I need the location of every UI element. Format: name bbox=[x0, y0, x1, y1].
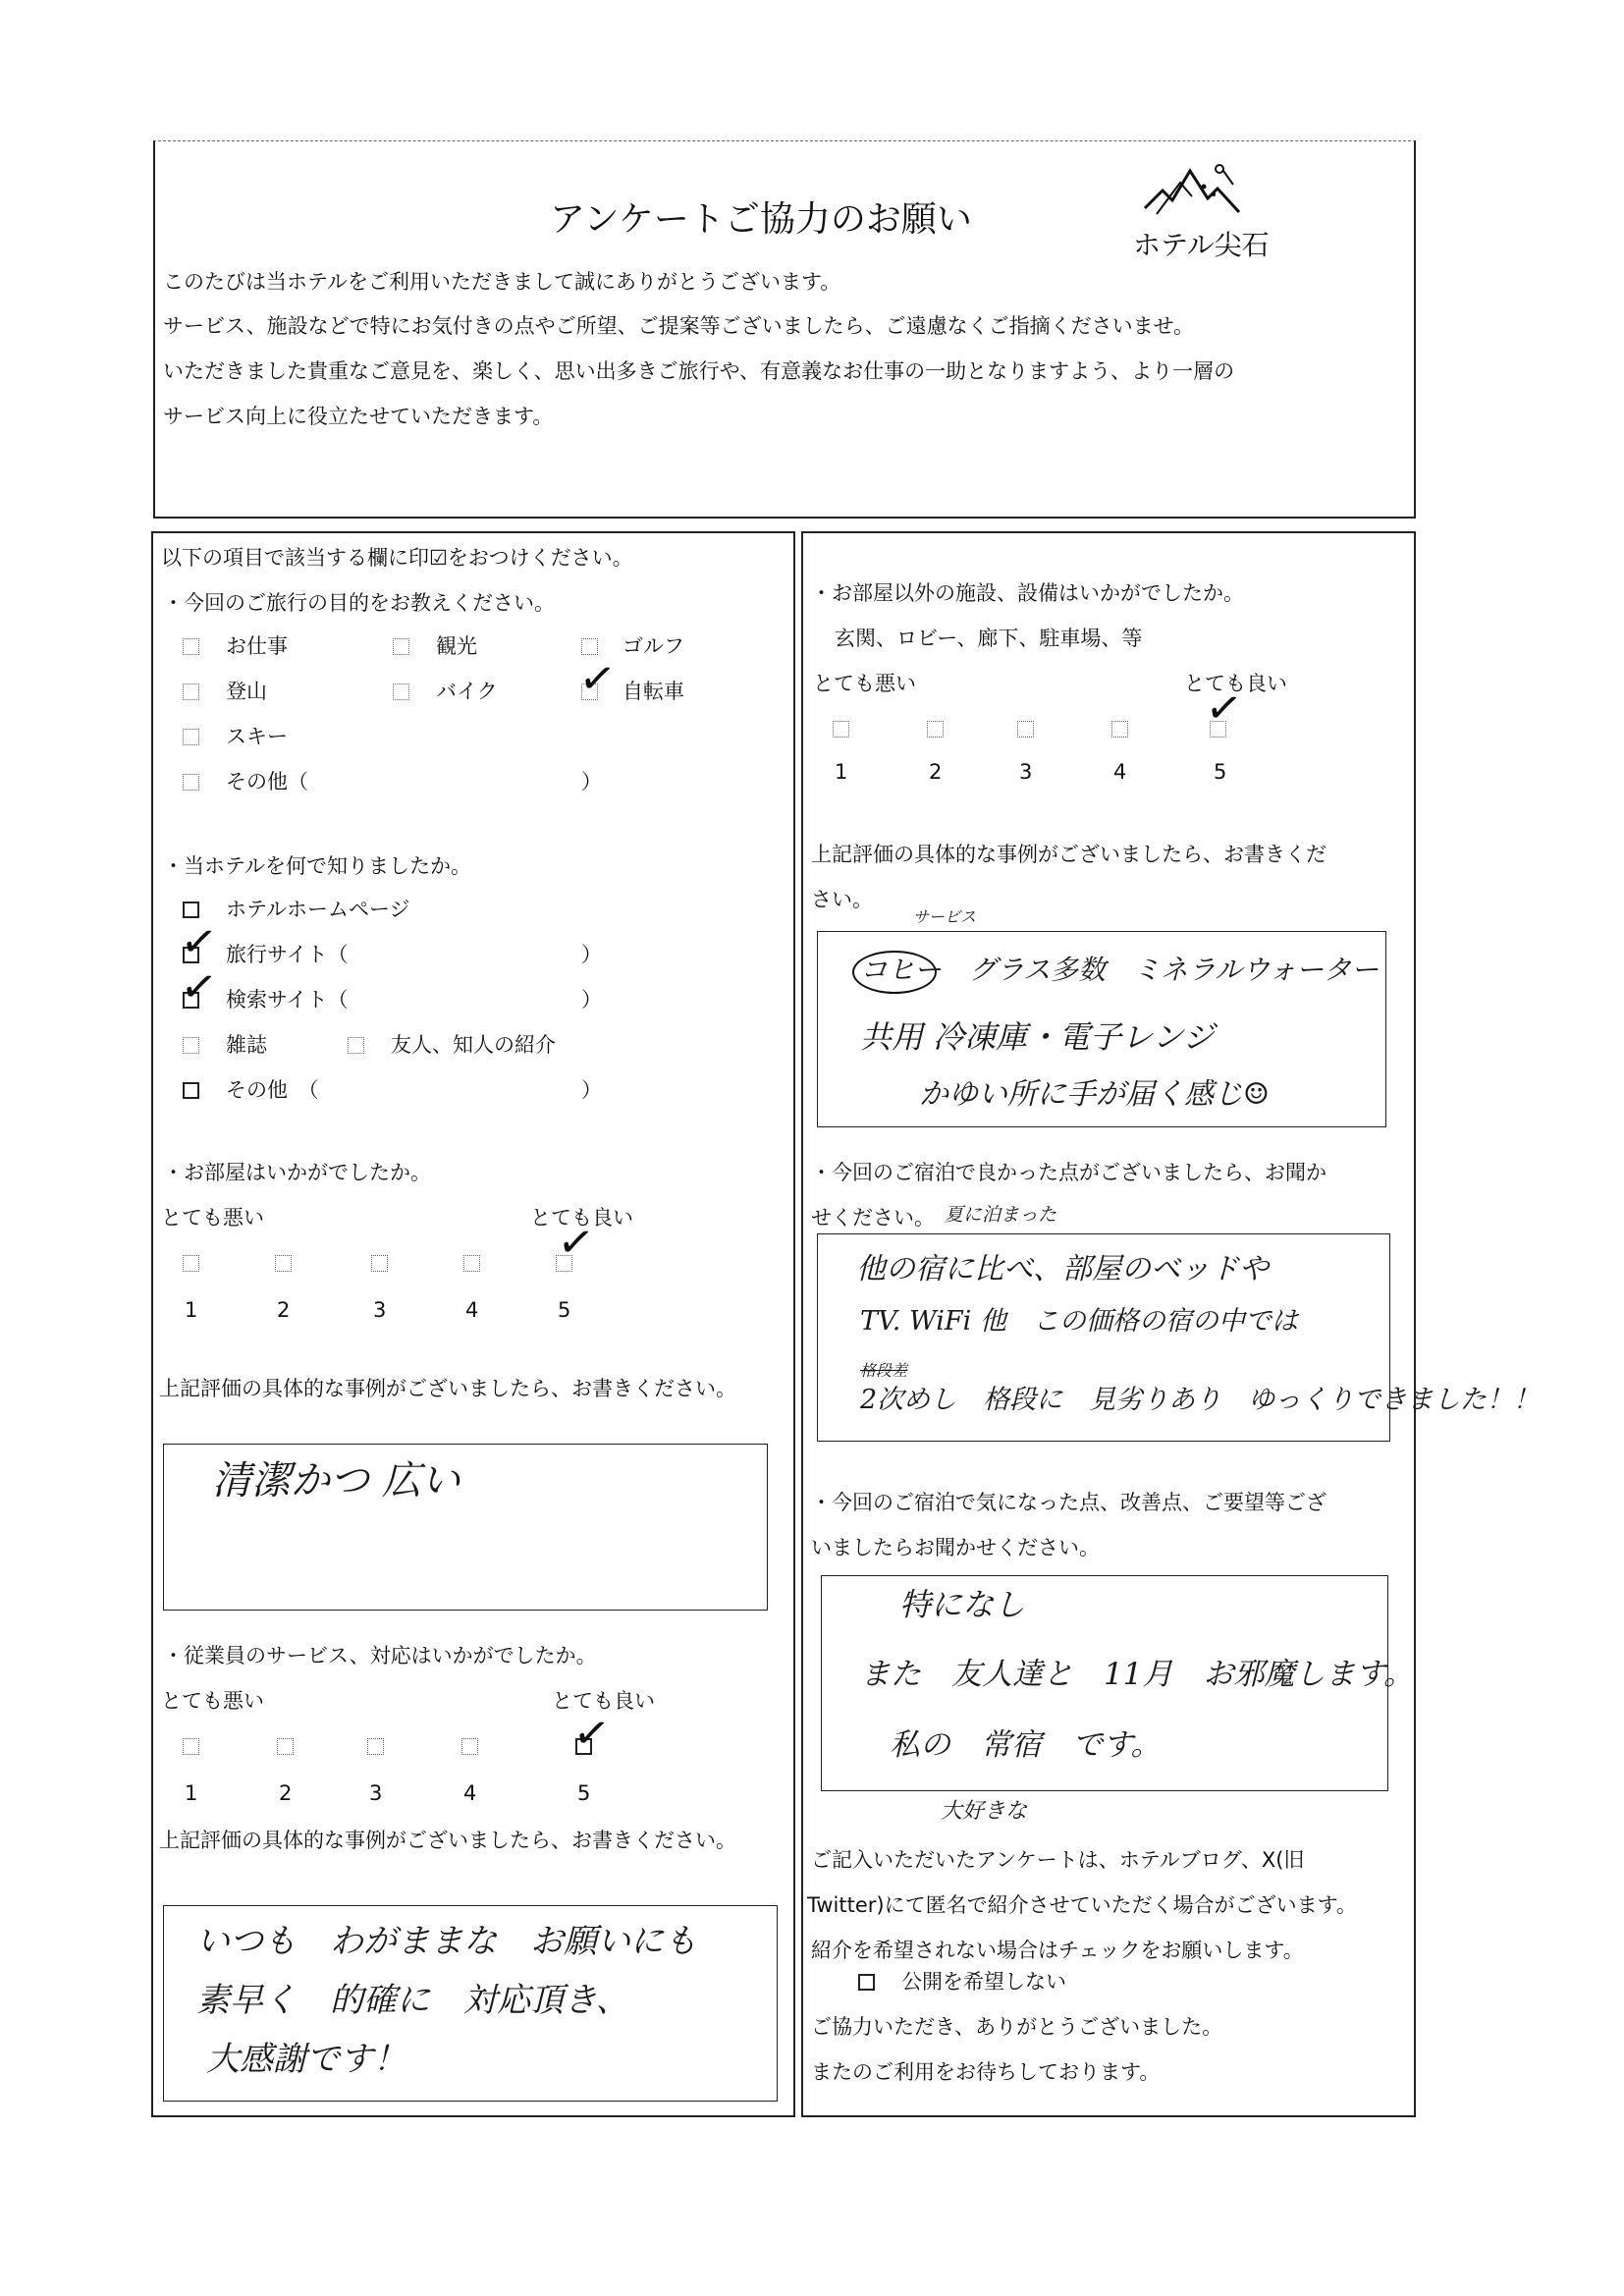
rating-facility-4[interactable] bbox=[1111, 721, 1128, 738]
footer-line-1: ご記入いただいたアンケートは、ホテルブログ、X(旧 bbox=[811, 1848, 1305, 1872]
q5-detail-prompt-2: さい。 bbox=[811, 888, 873, 911]
q6-answer-line-2: TV. WiFi 他 この価格の宿の中では bbox=[860, 1306, 1298, 1337]
mountain-logo-icon bbox=[1141, 157, 1249, 218]
opt-other-source: その他 （ bbox=[226, 1078, 319, 1102]
checkbox-friend[interactable] bbox=[348, 1037, 364, 1054]
q5-answer-line-2: 共用 冷凍庫・電子レンジ bbox=[860, 1018, 1215, 1056]
paren-close: ） bbox=[581, 770, 602, 793]
q5-label: ・お部屋以外の施設、設備はいかがでしたか。 bbox=[811, 581, 1244, 605]
scale-num-4: 4 bbox=[1113, 760, 1127, 784]
page-title: アンケートご協力のお願い bbox=[550, 199, 972, 240]
scale-bad-label: とても悪い bbox=[161, 1206, 264, 1230]
q4-label: ・従業員のサービス、対応はいかがでしたか。 bbox=[163, 1644, 597, 1667]
q5-answer-note: サービス bbox=[913, 907, 977, 926]
scale-num-1: 1 bbox=[185, 1298, 198, 1322]
check-mark-icon: ✓ bbox=[177, 959, 221, 1015]
paren-close: ） bbox=[581, 988, 602, 1011]
scale-num-2: 2 bbox=[277, 1298, 291, 1322]
rating-staff-1[interactable] bbox=[183, 1738, 199, 1755]
footer-thanks: ご協力いただき、ありがとうございました。 bbox=[811, 2015, 1223, 2039]
opt-ski: スキー bbox=[226, 725, 288, 748]
q4-answer-line-1: いつも わがままな お願いにも bbox=[196, 1922, 697, 1961]
scale-num-2: 2 bbox=[929, 760, 943, 784]
rating-staff-2[interactable] bbox=[277, 1738, 294, 1755]
opt-other-purpose: その他（ bbox=[226, 770, 308, 793]
intro-line-3: いただきました貴重なご意見を、楽しく、思い出多きご旅行や、有意義なお仕事の一助となりますよう、より一層の bbox=[163, 359, 1235, 383]
q7-answer-line-3: 私の 常宿 です。 bbox=[890, 1727, 1162, 1763]
opt-search-site: 検索サイト（ bbox=[226, 988, 349, 1011]
q6-answer-line-3: 2次めし 格段に 見劣りあり ゆっくりできました！！ bbox=[860, 1385, 1540, 1415]
check-mark-icon: ✓ bbox=[554, 1215, 598, 1271]
scale-good-label: とても良い bbox=[1184, 672, 1287, 695]
opt-bike: バイク bbox=[436, 680, 498, 703]
opt-business: お仕事 bbox=[226, 634, 288, 658]
checkbox-magazine[interactable] bbox=[183, 1037, 199, 1054]
scale-num-3: 3 bbox=[369, 1781, 383, 1805]
scale-num-2: 2 bbox=[279, 1781, 293, 1805]
rating-facility-2[interactable] bbox=[927, 721, 944, 738]
check-mark-icon: ✓ bbox=[177, 914, 221, 970]
scale-num-4: 4 bbox=[465, 1298, 479, 1322]
opt-bicycle: 自転車 bbox=[623, 680, 684, 703]
scale-bad-label: とても悪い bbox=[813, 672, 916, 695]
opt-magazine: 雑誌 bbox=[226, 1033, 267, 1057]
q7-label-1: ・今回のご宿泊で気になった点、改善点、ご要望等ござ bbox=[811, 1491, 1326, 1514]
rating-room-4[interactable] bbox=[463, 1255, 480, 1272]
check-mark-icon: ✓ bbox=[1202, 681, 1246, 737]
scale-bad-label: とても悪い bbox=[161, 1689, 264, 1713]
scale-num-5: 5 bbox=[1214, 760, 1227, 784]
opt-golf: ゴルフ bbox=[623, 634, 684, 658]
logo-text: ホテル尖石 bbox=[1133, 229, 1270, 261]
opt-climbing: 登山 bbox=[226, 680, 267, 703]
rating-facility-3[interactable] bbox=[1017, 721, 1034, 738]
q4-answer-line-3: 大感謝です！ bbox=[206, 2040, 406, 2079]
q6-label-2: せください。 bbox=[811, 1206, 935, 1230]
checkbox-climbing[interactable] bbox=[183, 683, 199, 700]
q6-label-1: ・今回のご宿泊で良かった点がございましたら、お聞か bbox=[811, 1161, 1326, 1184]
paren-close: ） bbox=[581, 943, 602, 966]
opt-no-publish: 公開を希望しない bbox=[901, 1970, 1066, 1994]
opt-travel-site: 旅行サイト（ bbox=[226, 943, 349, 966]
rating-room-3[interactable] bbox=[371, 1255, 388, 1272]
footer-line-2: Twitter)にて匿名で紹介させていただく場合がございます。 bbox=[807, 1893, 1357, 1917]
checkbox-sightseeing[interactable] bbox=[393, 638, 409, 655]
q1-label: ・今回のご旅行の目的をお教えください。 bbox=[163, 591, 555, 615]
rating-room-2[interactable] bbox=[275, 1255, 292, 1272]
q4-answer-line-2: 素早く 的確に 対応頂き、 bbox=[196, 1981, 629, 2020]
q5-detail-prompt-1: 上記評価の具体的な事例がございましたら、お書きくだ bbox=[811, 843, 1326, 866]
paren-close: ） bbox=[581, 1078, 602, 1102]
check-mark-icon: ✓ bbox=[575, 651, 620, 707]
rating-facility-1[interactable] bbox=[833, 721, 849, 738]
checkbox-ski[interactable] bbox=[183, 729, 199, 745]
opt-homepage: ホテルホームページ bbox=[226, 898, 410, 921]
intro-line-2: サービス、施設などで特にお気付きの点やご所望、ご提案等ございましたら、ご遠慮なくご指摘くださいませ。 bbox=[163, 314, 1194, 338]
opt-sightseeing: 観光 bbox=[436, 634, 477, 658]
scale-good-label: とても良い bbox=[530, 1206, 633, 1230]
q5-answer-line-3: かゆい所に手が届く感じ☺ bbox=[919, 1077, 1270, 1112]
q4-detail-prompt: 上記評価の具体的な事例がございましたら、お書きください。 bbox=[159, 1829, 736, 1852]
intro-line-4: サービス向上に役立たせていただきます。 bbox=[163, 405, 554, 428]
q5-answer-line-1: コヒー グラス多数 ミネラルウォーター bbox=[860, 954, 1380, 986]
scale-num-4: 4 bbox=[463, 1781, 477, 1805]
opt-friend: 友人、知人の紹介 bbox=[391, 1033, 556, 1057]
q6-note: 夏に泊まった bbox=[945, 1204, 1057, 1226]
scale-num-5: 5 bbox=[558, 1298, 571, 1322]
scale-good-label: とても良い bbox=[552, 1689, 655, 1713]
q3-detail-prompt: 上記評価の具体的な事例がございましたら、お書きください。 bbox=[159, 1377, 736, 1400]
check-mark-icon: ✓ bbox=[569, 1706, 614, 1762]
checkbox-business[interactable] bbox=[183, 638, 199, 655]
q7-answer-line-2: また 友人達と 11月 お邪魔します。 bbox=[860, 1657, 1414, 1692]
scale-num-3: 3 bbox=[1019, 760, 1033, 784]
q7-label-2: いましたらお聞かせください。 bbox=[811, 1536, 1100, 1559]
footer-await: またのご利用をお待ちしております。 bbox=[811, 2060, 1161, 2084]
intro-line-1: このたびは当ホテルをご利用いただきまして誠にありがとうございます。 bbox=[163, 270, 841, 294]
q6-answer-line-1: 他の宿に比べ、部屋のベッドや bbox=[856, 1252, 1269, 1286]
q7-note: 大好きな bbox=[941, 1799, 1028, 1824]
rating-room-1[interactable] bbox=[183, 1255, 199, 1272]
q6-strike: 格段差 bbox=[860, 1361, 908, 1380]
q2-label: ・当ホテルを何で知りましたか。 bbox=[163, 854, 471, 878]
rating-staff-4[interactable] bbox=[461, 1738, 478, 1755]
scale-num-1: 1 bbox=[185, 1781, 198, 1805]
scale-num-5: 5 bbox=[577, 1781, 591, 1805]
footer-line-3: 紹介を希望されない場合はチェックをお願いします。 bbox=[811, 1939, 1304, 1962]
rating-staff-3[interactable] bbox=[367, 1738, 384, 1755]
q3-answer: 清潔かつ 広い bbox=[212, 1458, 460, 1503]
q7-answer-line-1: 特になし bbox=[899, 1586, 1026, 1623]
checkbox-other-purpose[interactable] bbox=[183, 774, 199, 791]
q5-sub: 玄関、ロビー、廊下、駐車場、等 bbox=[835, 627, 1143, 650]
hotel-logo bbox=[1119, 155, 1276, 263]
scale-num-1: 1 bbox=[835, 760, 848, 784]
checkbox-other-source[interactable] bbox=[183, 1082, 199, 1099]
instruction-text: 以下の項目で該当する欄に印☑をおつけください。 bbox=[161, 546, 633, 570]
q3-label: ・お部屋はいかがでしたか。 bbox=[163, 1161, 431, 1184]
checkbox-bike[interactable] bbox=[393, 683, 409, 700]
checkbox-no-publish[interactable] bbox=[858, 1974, 875, 1991]
scale-num-3: 3 bbox=[373, 1298, 387, 1322]
